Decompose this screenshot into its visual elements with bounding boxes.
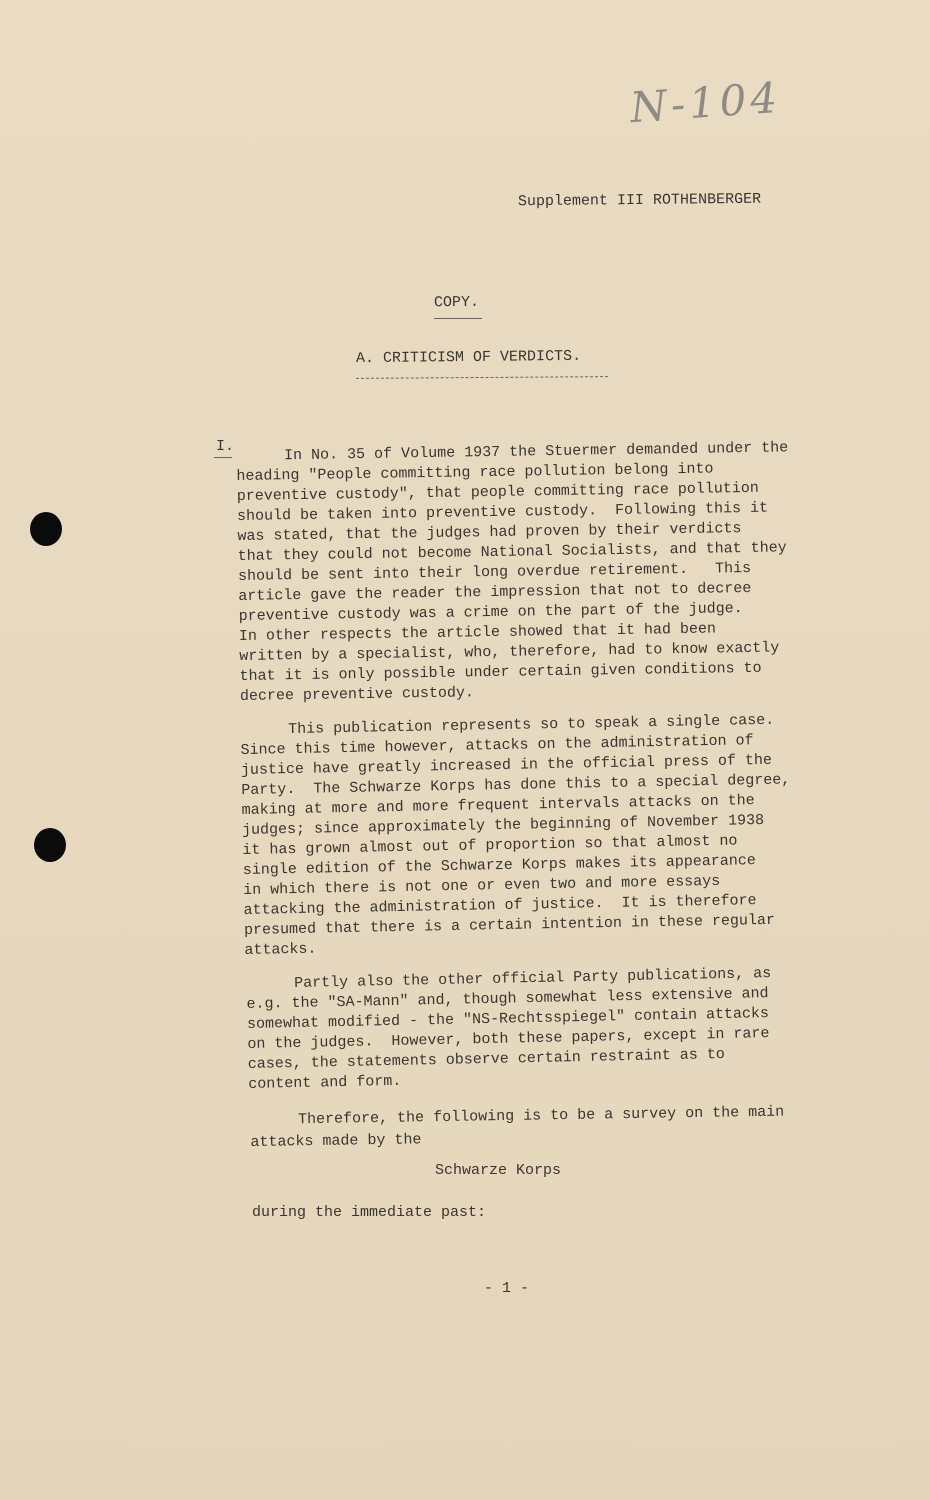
page-number: - 1 - — [484, 1280, 530, 1297]
section-heading: A. CRITICISM OF VERDICTS. — [355, 347, 582, 368]
text-line: article gave the reader the impression that not to decree — [238, 579, 752, 605]
text-line: somewhat modified - the "NS-Rechtsspiegel" contain attacks — [246, 1005, 770, 1033]
punch-hole-bottom — [34, 828, 66, 862]
text-line: preventive custody", that people committing race pollution — [236, 479, 759, 505]
copy-underline — [434, 318, 482, 319]
text-line: This publication represents so to speak a single case. — [287, 711, 775, 739]
text-line: heading "People committing race pollution belong into — [236, 460, 714, 485]
section-number-underline — [214, 457, 232, 458]
text-line: attacks. — [244, 940, 317, 959]
text-line: preventive custody was a crime on the part of the judge. — [238, 600, 743, 625]
text-line: judges; since approximately the beginning of November 1938 — [241, 811, 765, 839]
section-number: I. — [216, 438, 235, 455]
copy-label: COPY. — [433, 293, 480, 312]
text-line: In other respects the article showed that it had been — [238, 620, 717, 645]
text-line: that they could not become National Socialists, and that they — [237, 539, 787, 565]
text-line: attacking the administration of justice. It is therefore — [243, 892, 757, 919]
closing-line: during the immediate past: — [252, 1204, 487, 1221]
supplement-label: Supplement III ROTHENBERGER — [517, 190, 762, 211]
text-line: justice have greatly increased in the official press of the — [240, 751, 773, 779]
text-line: should be sent into their long overdue retirement. This — [237, 559, 752, 585]
text-line: should be taken into preventive custody. Following this it — [236, 499, 769, 525]
text-line: Party. The Schwarze Korps has done this to a special degree, — [241, 771, 791, 799]
text-line: attacks made by the — [250, 1131, 422, 1151]
text-line: presumed that there is a certain intention in these regular — [243, 911, 776, 939]
text-line: Partly also the other official Party publications, as — [293, 965, 772, 992]
text-line: on the judges. However, both these papers, except in rare — [247, 1025, 770, 1053]
text-line: Therefore, the following is to be a survey on the main — [297, 1103, 785, 1129]
text-line: cases, the statements observe certain restraint as to — [247, 1045, 726, 1073]
text-line: making at more and more frequent intervals attacks on the — [241, 792, 755, 819]
text-line: was stated, that the judges had proven by their verdicts — [237, 520, 742, 545]
section-heading-underline — [356, 376, 608, 379]
handwritten-reference: N-104 — [628, 72, 783, 133]
text-line: it has grown almost out of proportion so that almost no — [242, 832, 738, 859]
text-line: written by a specialist, who, therefore, had to know exactly — [239, 639, 780, 665]
centered-publication-name: Schwarze Korps — [435, 1162, 562, 1179]
text-line: in which there is not one or even two and more essays — [243, 872, 721, 899]
punch-hole-top — [30, 512, 62, 546]
text-line: decree preventive custody. — [239, 684, 475, 705]
text-line: In No. 35 of Volume 1937 the Stuermer demanded under the — [283, 439, 789, 465]
text-line: content and form. — [248, 1072, 402, 1093]
text-line: Since this time however, attacks on the administration of — [240, 732, 754, 759]
text-line: that it is only possible under certain given conditions to — [239, 659, 762, 685]
text-line: e.g. the "SA-Mann" and, though somewhat less extensive and — [246, 985, 769, 1013]
text-line: single edition of the Schwarze Korps makes its appearance — [242, 852, 757, 879]
